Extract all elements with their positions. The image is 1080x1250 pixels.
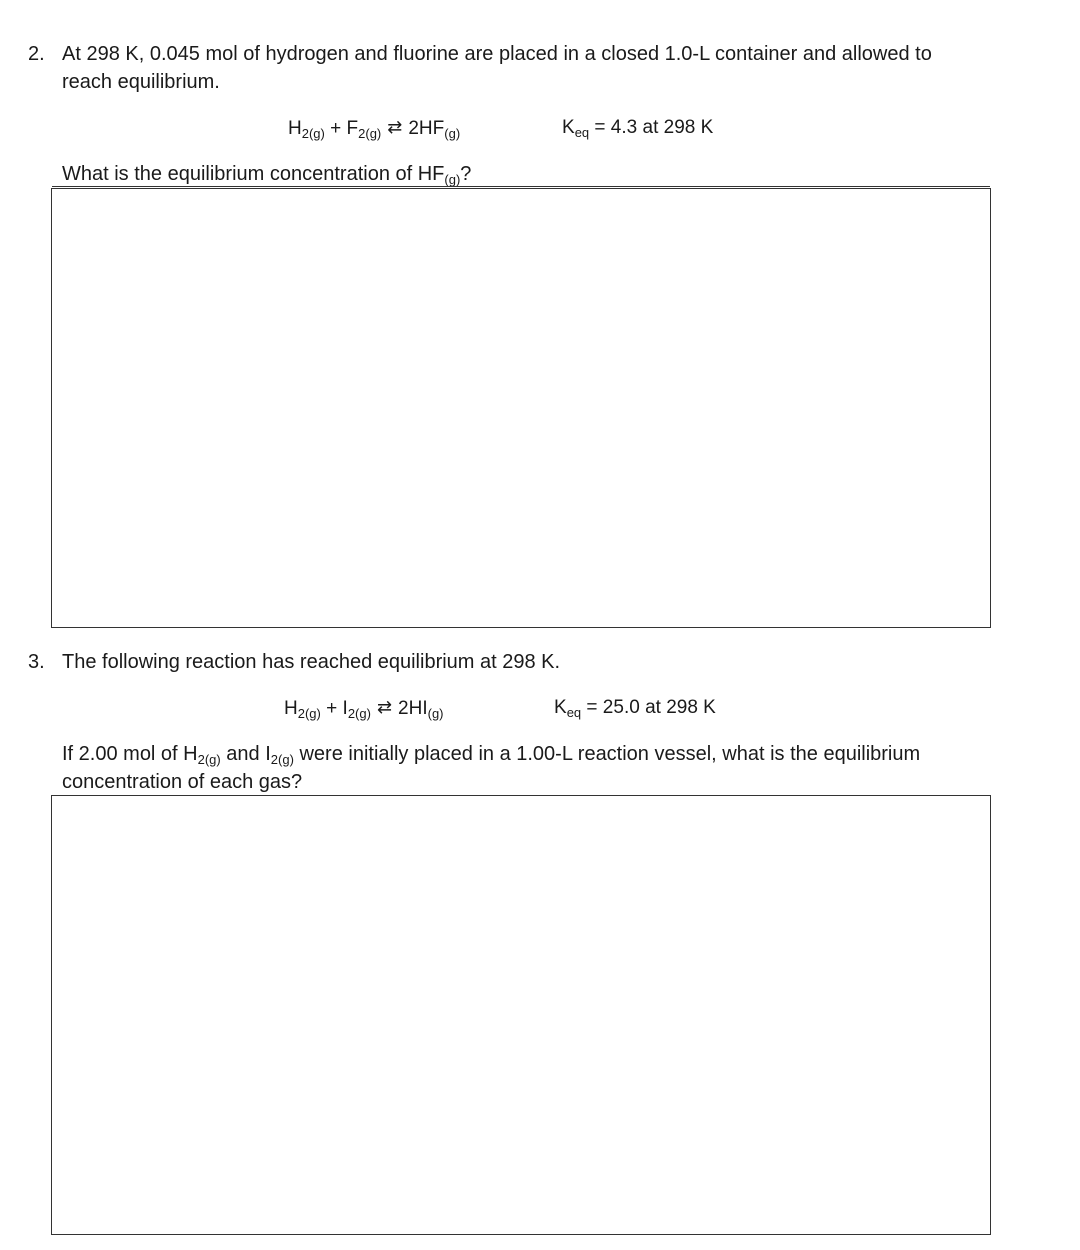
reactant-2-subscript: 2(g) [358, 126, 382, 141]
keq-value: = 25.0 at 298 K [581, 697, 716, 718]
question-number: 3. [28, 651, 45, 673]
question-stem-line-1: At 298 K, 0.045 mol of hydrogen and fluorine are placed in a closed 1.0-L container and allowed to [62, 43, 932, 65]
product-subscript: (g) [427, 706, 444, 721]
reactant-1-subscript: 2(g) [301, 126, 325, 141]
reactant-2: I [342, 698, 348, 719]
plus-sign: + [330, 118, 342, 139]
question-prompt-line-1 [62, 740, 920, 768]
keq-value: = 4.3 at 298 K [589, 117, 714, 138]
question-stem-line-2: reach equilibrium. [62, 71, 220, 93]
prompt-part-b: and I [220, 743, 271, 765]
product: 2HF [408, 118, 445, 139]
chemical-equation [284, 694, 444, 723]
question-stem: The following reaction has reached equilibrium at 298 K. [62, 651, 561, 673]
question-number: 2. [28, 43, 45, 65]
reactant-2-subscript: 2(g) [347, 706, 371, 721]
question-prompt-subscript: (g) [444, 172, 461, 187]
plus-sign: + [326, 698, 338, 719]
prompt-subscript-b: 2(g) [270, 752, 294, 767]
prompt-subscript-a: 2(g) [197, 752, 221, 767]
prompt-part-a: If 2.00 mol of H [62, 743, 198, 765]
reactant-1-subscript: 2(g) [297, 706, 321, 721]
equilibrium-arrow-icon: ⇄ [387, 117, 403, 137]
reactant-2: F [346, 118, 359, 139]
keq-subscript: eq [574, 125, 590, 140]
answer-box-q2[interactable] [51, 188, 991, 628]
question-prompt [62, 160, 471, 188]
question-prompt-end: ? [460, 163, 472, 185]
answer-box-q3[interactable] [51, 795, 991, 1235]
reactant-1: H [288, 118, 302, 139]
product-subscript: (g) [444, 126, 461, 141]
keq-subscript: eq [566, 705, 582, 720]
chemical-equation [288, 114, 460, 143]
keq-symbol: K [554, 697, 567, 718]
question-prompt-line-2: concentration of each gas? [62, 771, 303, 793]
reactant-1: H [284, 698, 298, 719]
question-prompt-text: What is the equilibrium concentration of HF [62, 163, 445, 185]
product: 2HI [398, 698, 428, 719]
prompt-part-c: were initially placed in a 1.00-L reaction vessel, what is the equilibrium [293, 743, 921, 765]
equilibrium-constant [554, 694, 716, 722]
equilibrium-arrow-icon: ⇄ [376, 697, 393, 717]
equilibrium-constant [562, 114, 713, 142]
keq-symbol: K [562, 117, 575, 138]
divider-line [52, 186, 990, 187]
